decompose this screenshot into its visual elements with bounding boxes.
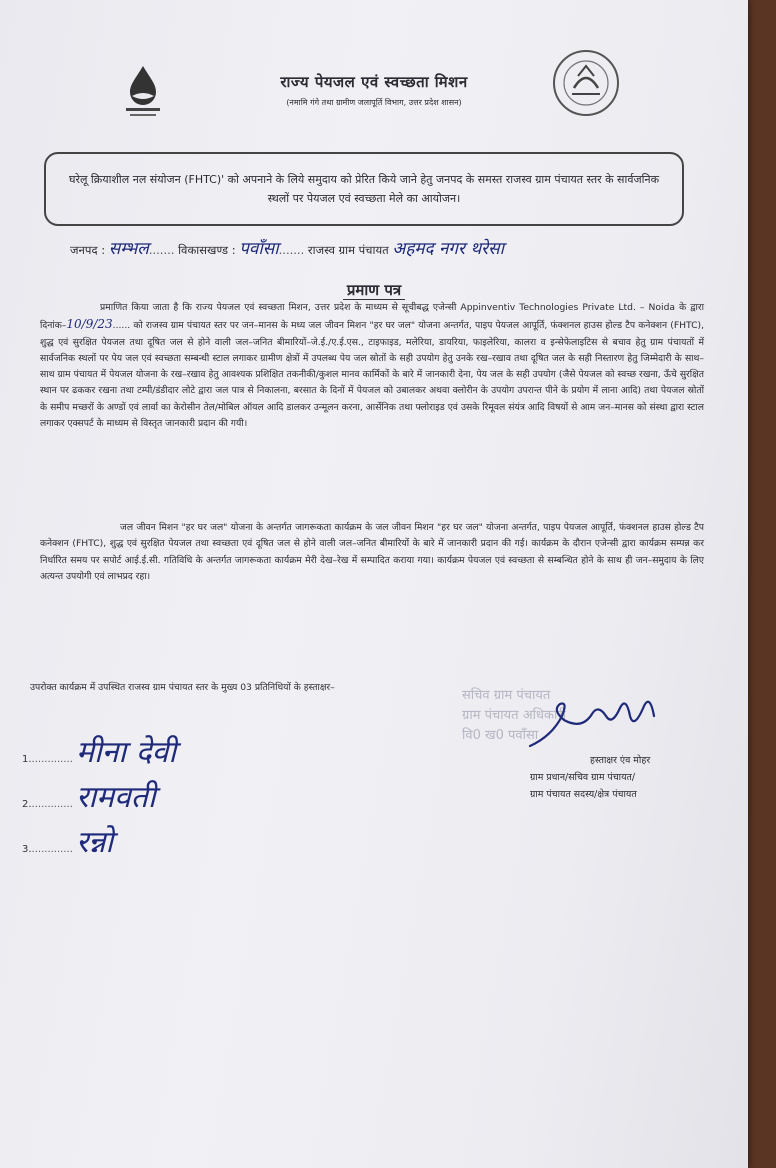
para2-text: जल जीवन मिशन "हर घर जल" योजना के अन्तर्गत जागरूकता कार्यक्रम के जल जीवन मिशन "हर घर जल" योजना अन्तर्गत, पाइप पेयजल आपूर्ति, फंक्शनल हाउस होल्ड टैप कनेक्शन (FHTC), शुद्ध एवं सुरक्षित पेयजल तथा स्वच्छता एवं दूषित जल से होने वाली जल–जनित बीमारियों के बारे में जानकारी प्रदान की गई। कार्यक्रम के दौरान एजेन्सी द्वारा कार्यक्रम सम्पन्न कर निर्धारित समय पर सपोर्ट आई.ई.सी. गतिविधि के अन्तर्गत जागरूकता कार्यक्रम मेरी देख–रेख में सम्पादित कराया गया। कार्यक्रम पेयजल एवं स्वच्छता से सम्बन्धित होने के साथ ही जन–समुदाय के लिए अत्यन्त उपयोगी एवं लाभप्रद रहा। xyxy=(40,522,704,582)
event-date: 10/9/23 xyxy=(66,317,113,332)
certificate-title: प्रमाण पत्र xyxy=(0,280,748,300)
representative-2: 2.............. रामवती xyxy=(22,780,156,815)
panchayat-value: अहमद नगर थरेसा xyxy=(392,239,505,259)
block-value: पवाँसा xyxy=(239,239,279,259)
block-dots: ....... xyxy=(278,243,305,257)
location-fields xyxy=(70,236,760,259)
mission-subtitle: (नमामि गंगे तथा ग्रामीण जलापूर्ति विभाग, उत्तर प्रदेश शासन) xyxy=(286,98,462,107)
panchayat-label: राजस्व ग्राम पंचायत xyxy=(307,243,389,257)
representative-2-signature: रामवती xyxy=(76,780,156,815)
district-dots: ....... xyxy=(148,243,175,257)
banner-text: घरेलू क्रियाशील नल संयोजन (FHTC)' को अपनाने के लिये समुदाय को प्रेरित किये जाने हेतु जनपद के समस्त राजस्व ग्राम पंचायत स्तर के सार्वजनिक स्थलों पर पेयजल एवं स्वच्छता मेले का आयोजन। xyxy=(68,173,660,205)
event-banner xyxy=(44,152,684,226)
representative-1: 1.............. मीना देवी xyxy=(22,735,177,770)
block-label: विकासखण्ड : xyxy=(178,243,236,257)
para1-text-b: ...... को राजस्व ग्राम पंचायत स्तर पर जन–मानस के मध्य जल जीवन मिशन "हर घर जल" योजना अन्तर्गत, पाइप पेयजल आपूर्ति, फंक्शनल हाउस होल्ड टैप कनेक्शन (FHTC), शुद्ध एवं सुरक्षित पेयजल तथा दूषित जल से होने वाली जल–जनित बीमारियों–जे.ई./ए.ई.एस., टाइफाइड, मलेरिया, डायरिया, फाइलेरिया, कालरा व इन्सेफेलाइटिस से बचाव हेतु ग्राम पंचायतों में सार्वजनिक स्थलों पर पेय जल एवं स्वच्छता सम्बन्धी स्टाल लगाकर ग्रामीण क्षेत्रों में उपलब्ध पेय जल स्रोतों के सही उपयोग हेतु उनके रख–रखाव तथा दूषित जल के सही निस्तारण हेतु जिम्मेदारी के साथ–साथ ग्राम पंचायत में पेयजल योजना के रख–रखाव हेतु आवश्यक प्रशिक्षित तकनीकी/कुशल मानव कार्मिकों के बारे में जानकारी देना, पेय जल के सही उपयोग (जैसे पेयजल को स्वच्छ रखना, ऊँचे सुरक्षित स्थान पर ढककर रखना तथा टम्पी/डंडीदार लोटे द्वारा जल पात्र से निकालना, बरसात के दिनों में पेयजल को उबालकर अथवा क्लोरीन के उपयोग उपरान्त पीने के प्रयोग में लाना आदि) तथा पेयजल स्रोतों के समीप मच्छरों के अण्डों एवं लार्वा का केरोसीन तेल/मोबिल ऑयल आदि डालकर उन्मूलन करना, आर्सेनिक तथा फ्लोराइड एवं उसके रिमूवल संयंत्र आदि विषयों से आम जन–मानस को संस्था द्वारा स्टाल लगाकर एक्सपर्ट के माध्यम से विस्तृत जानकारी प्रदान की गयी। xyxy=(40,320,704,430)
signatory-line-2: ग्राम प्रधान/सचिव ग्राम पंचायत/ xyxy=(530,772,636,783)
representatives-title: उपरोक्त कार्यक्रम में उपस्थित राजस्व ग्राम पंचायत स्तर के मुख्य 03 प्रतिनिधियों के हस्ताक्षर– xyxy=(30,682,335,693)
signatory-line-3: ग्राम पंचायत सदस्य/क्षेत्र पंचायत xyxy=(530,789,637,800)
certificate-paragraph-2 xyxy=(40,520,704,585)
district-label: जनपद : xyxy=(70,243,106,257)
official-signature xyxy=(522,686,672,756)
district-value: सम्भल xyxy=(108,239,149,259)
representative-3-signature: रन्नो xyxy=(76,825,114,860)
representative-3: 3.............. रन्नो xyxy=(22,825,114,860)
official-stamp: सचिव ग्राम पंचायत ग्राम पंचायत अधिकारी वि0 ख0 पवाँसा xyxy=(462,688,567,743)
jal-jeevan-mission-logo xyxy=(118,62,168,122)
para1-text-a: प्रमाणित किया जाता है कि राज्य पेयजल एवं स्वच्छता मिशन, उत्तर प्रदेश के माध्यम से सूचीबद्ध एजेन्सी Appinventiv Technologies Private Ltd. – Noida के द्वारा दिनांक– xyxy=(40,302,704,332)
mission-title: राज्य पेयजल एवं स्वच्छता मिशन xyxy=(280,73,468,91)
representative-1-signature: मीना देवी xyxy=(76,735,177,770)
certificate-paragraph-1 xyxy=(40,300,704,432)
signatory-line-1: हस्ताक्षर एंव मोहर xyxy=(590,755,651,766)
signatory-caption xyxy=(530,752,740,803)
